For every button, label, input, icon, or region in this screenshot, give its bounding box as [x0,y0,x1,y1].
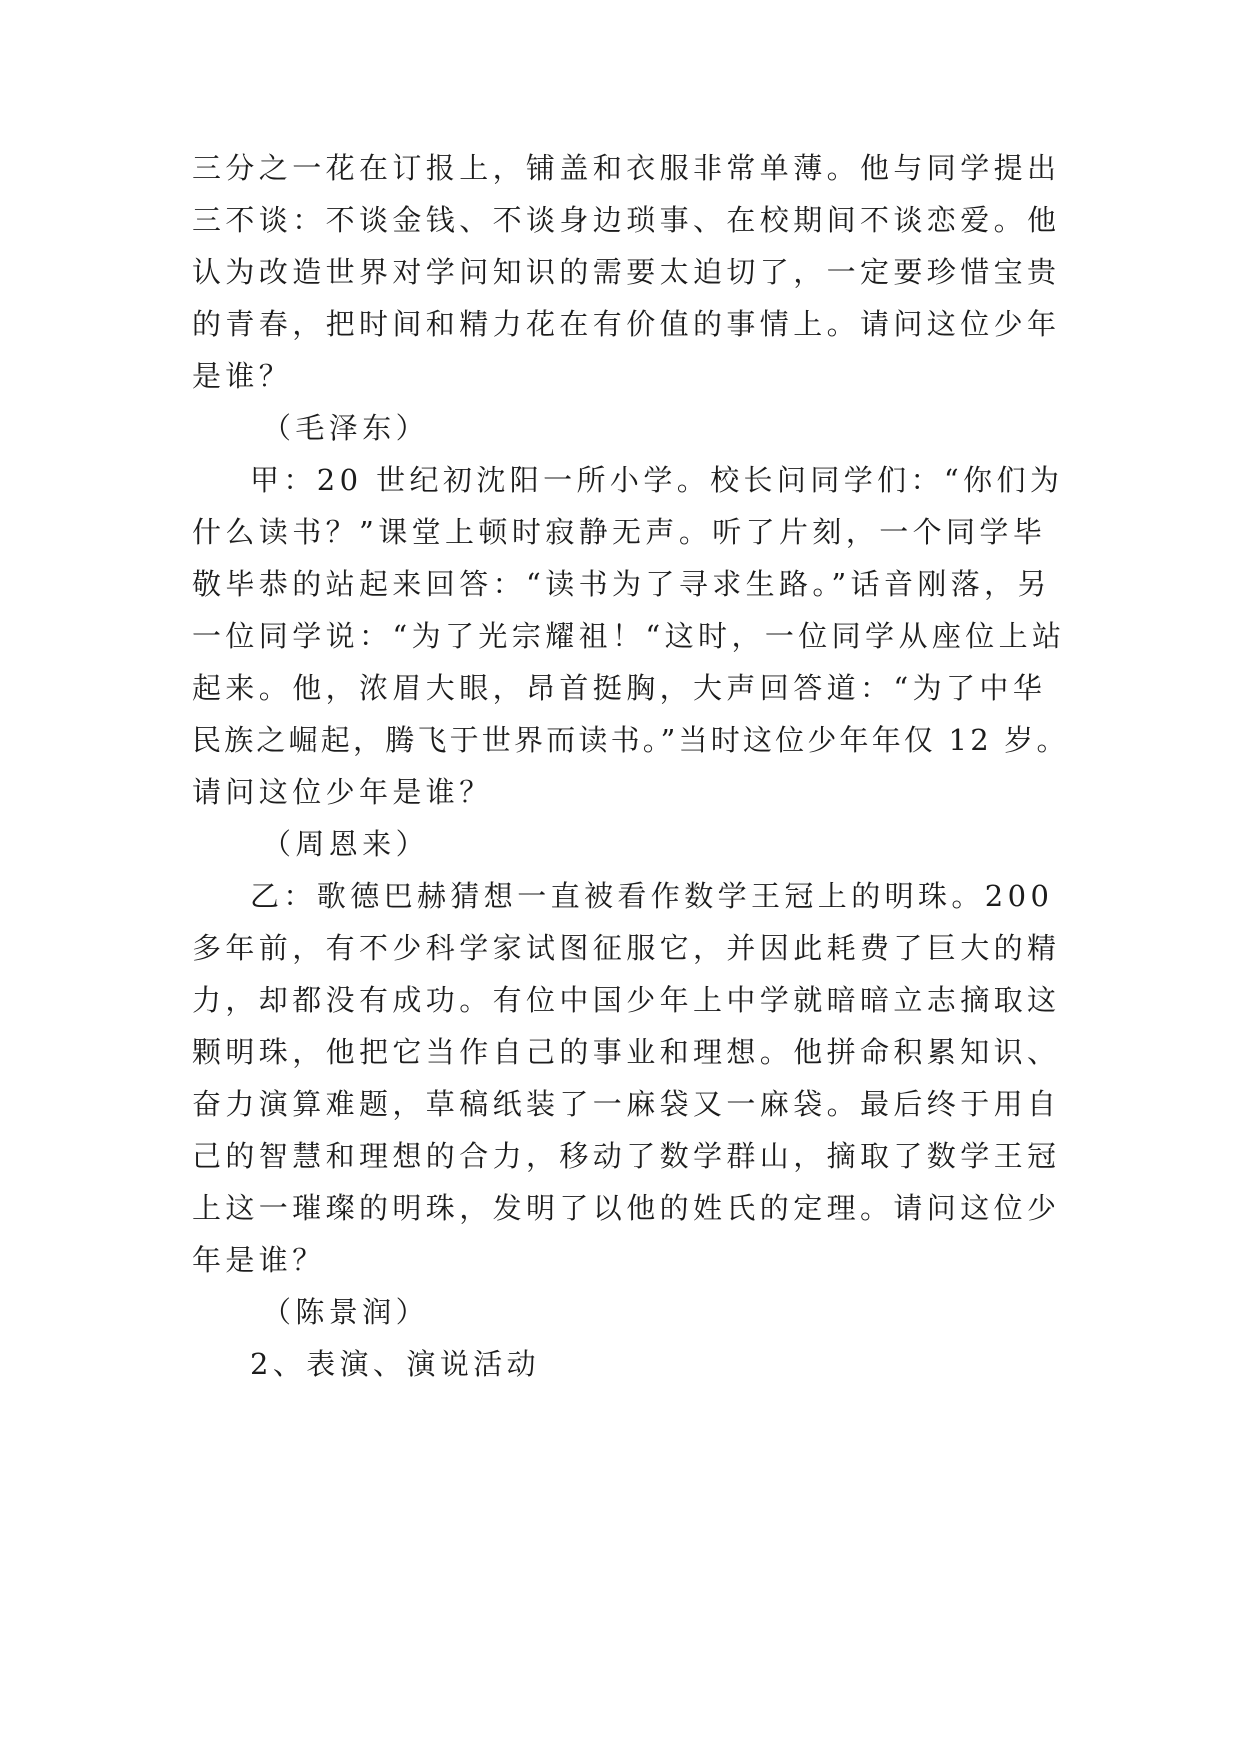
answer-line: （陈景润） [262,1295,430,1329]
section-heading: 2、表演、演说活动 [250,1347,541,1381]
text-line: 起来。他，浓眉大眼，昂首挺胸，大声回答道：“为了中华 [192,671,1047,705]
text-line: 民族之崛起，腾飞于世界而读书。”当时这位少年年仅 12 岁。 [192,723,1069,757]
text-line: 年是谁？ [192,1243,326,1277]
text-line: 请问这位少年是谁？ [192,775,493,809]
text-line: 多年前，有不少科学家试图征服它，并因此耗费了巨大的精 [192,931,1061,965]
text-line: 什么读书？”课堂上顿时寂静无声。听了片刻，一个同学毕 [192,515,1047,549]
text-line: 是谁？ [192,359,293,393]
text-line: 认为改造世界对学问知识的需要太迫切了，一定要珍惜宝贵 [192,255,1061,289]
text-line: 己的智慧和理想的合力，移动了数学群山，摘取了数学王冠 [192,1139,1061,1173]
answer-line: （毛泽东） [262,411,430,445]
text-line: 三分之一花在订报上，铺盖和衣服非常单薄。他与同学提出 [192,151,1061,185]
text-line: 一位同学说：“为了光宗耀祖！“这时，一位同学从座位上站 [192,619,1066,653]
text-line: 的青春，把时间和精力花在有价值的事情上。请问这位少年 [192,307,1061,341]
paragraph-start-line: 甲：20 世纪初沈阳一所小学。校长问同学们：“你们为 [250,463,1064,497]
text-line: 三不谈：不谈金钱、不谈身边琐事、在校期间不谈恋爱。他 [192,203,1061,237]
text-line: 上这一璀璨的明珠，发明了以他的姓氏的定理。请问这位少 [192,1191,1061,1225]
text-line: 力，却都没有成功。有位中国少年上中学就暗暗立志摘取这 [192,983,1061,1017]
answer-line: （周恩来） [262,827,430,861]
paragraph-start-line: 乙：歌德巴赫猜想一直被看作数学王冠上的明珠。200 [250,879,1054,913]
text-line: 颗明珠，他把它当作自己的事业和理想。他拼命积累知识、 [192,1035,1061,1069]
text-line: 奋力演算难题，草稿纸装了一麻袋又一麻袋。最后终于用自 [192,1087,1061,1121]
text-line: 敬毕恭的站起来回答：“读书为了寻求生路。”话音刚落，另 [192,567,1051,601]
